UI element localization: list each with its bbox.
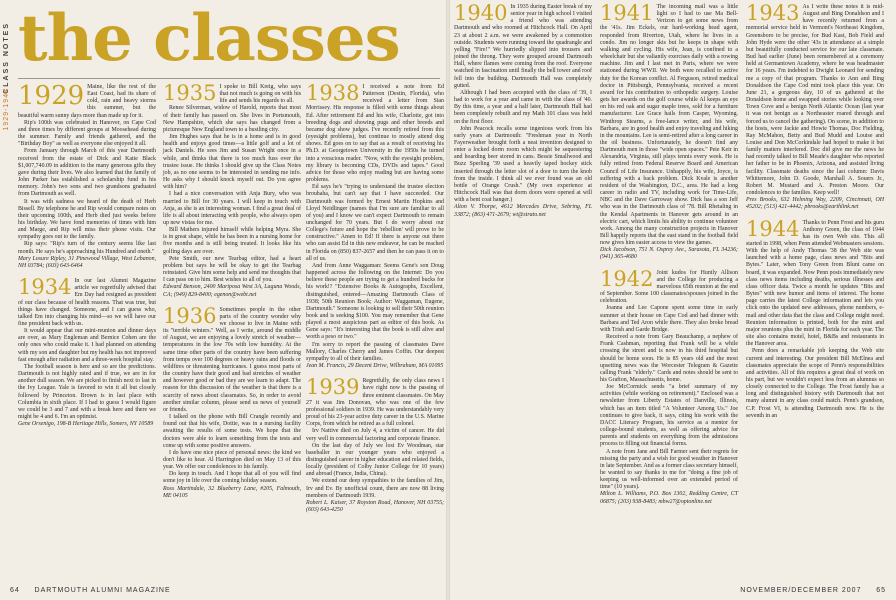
entry-signature: Jean M. Francis, 29 Decent Drive, Wilbraham, MA 01095 bbox=[306, 363, 444, 370]
class-year: 1934 bbox=[18, 275, 72, 300]
entry-paragraph: On the last day of July we lost Ev Woodman, star baseballer in our younger years who enjoyed a distinguished career in higher education and related fields, locally (president of Colby Junior College for 10 years) and abroad (France, India, China). bbox=[306, 442, 444, 478]
left-footer bbox=[10, 587, 171, 594]
right-page-number: 65 bbox=[876, 587, 886, 594]
entry-paragraph: Do keep in touch. And I hope that all of you will find some joy in life over the coming holiday season. bbox=[163, 471, 301, 485]
entry-paragraph: In our last Alumni Magazine article we regretfully advised that Em Day had resigned as president of our class because of health reasons. That was true, but things have changed. Someone, and I can guess who, talked Em into changing his mind—so we will have our fine president back with us. bbox=[18, 278, 156, 327]
entry-paragraph: Renee Silverman, widow of Harold, reports that most of their family has passed on. She lives in Portsmouth, New Hampshire, which she says has changed from a picturesque New England town to a bustling city. bbox=[163, 105, 301, 133]
entry-paragraph: John Peacock recalls some ingenious work from his early years at Dartmouth: "Freshman year in North Fayerweather brought forth a neat invention designed to enter a locked dorm room which might be sequestering and hoarding beer stored in cans. Bessie Smallwood and Buzz Sperling '39 used a heavily taped hockey stick inserted through the letter slot of a door to turn the knob from the inside. I think all we ever found was an old bottle of Orange Crush." (My own experience at Hitchcock Hall was that dorm doors were opened at will with a bent coat hanger.) bbox=[454, 125, 592, 204]
entry-paragraph: Regretfully, the only class news I have right now is the passing of three eminent classmates. On May 27 it was Jim Donovan, who was one of the few professional soldiers in 1939. He was understandably very proud of his 23-year active duty career in the U.S. Marine Corps, from which he retired as a full colonel. bbox=[306, 378, 444, 428]
entry-paragraph: I spoke to Bill Kreig, who says that not much is going on with his life and sends his regards to all. bbox=[219, 84, 301, 105]
entry-paragraph: I'm sorry to report the passing of classmates Dave Mallory, Charles Cherry and James Coffin. Our deepest sympathy to all of their families. bbox=[306, 341, 444, 362]
class-entry bbox=[600, 1, 738, 262]
entry-signature: Alton V. Thorpe, 4612 Mercedes Drive, Sebring, FL 33872; (863) 471-2679; wt@strato.net bbox=[454, 204, 592, 218]
entry-paragraph: Thanks to Penn Frost and his guru Anthony Green, the class of 1944 has its own Web site. This all started in 1998, when Penn attended Webmasters sessions. With the help of Andy Thomas '38 the Web site was launched with a home page, class news and "Bits and Bytes." Later, when Tony Green from Blunt came on board, it was expanded. Now Penn posts immediately new class news items including deaths, serious illnesses and class officer data. Twice a month he updates "Bits and Bytes" with new humor and items of interest. The home page carries the latest College information and lets you click onto the updated new addresses, phone numbers, e-mail and other data that the class and College might need. Reunion information is printed, both for the mini and major reunions plus the mini in Florida for each year. The site also contains motel, hotel, B&Bs and restaurants in the Hanover area. bbox=[746, 219, 884, 348]
class-entry bbox=[163, 303, 301, 500]
entry-paragraph: Joint kudos for Huntly Allison and the College for producing a marvelous 65th reunion at the end of September. Some 100 classmates/spouses joined in the celebration. bbox=[600, 269, 738, 305]
entry-paragraph: Sometimes people in the other parts of the country wonder why we choose to live in Maine with its "terrible winters." Well, as I write, around the middle of August, we are enjoying a lovely stretch of weather—temperatures in the low 70s with low humidity. At the same time other parts of the country have been suffering from temps over 100 degrees or heavy rains and floods or wildfires or threatening hurricanes. I guess most parts of the country have their good and bad stretches of weather and however good or bad they are we learn to adapt. The reason for this discussion of the weather is that there is a scarcity of news about classmates. So, in order to avoid another similar column, please send us news of yourself or friends. bbox=[163, 306, 301, 413]
entry-signature: Robert L. Kaiser, 37 Royston Road, Hanover, NH 03755; (603) 643-4250 bbox=[306, 499, 444, 514]
entry-paragraph: It was with sadness we heard of the death of Herb Bissell. By telephone he and Rip would compare notes on their upcoming 100th, and Herb died just weeks before his birthday. We have fond memories of times with him and Marge, and Rip will miss their phone visits. Our sympathy goes out to the family. bbox=[18, 198, 156, 241]
right-issue-date: NOVEMBER/DECEMBER 2007 bbox=[740, 587, 862, 594]
class-year: 1942 bbox=[600, 266, 654, 291]
entry-paragraph: I do have one nice piece of personal news: the kind we don't like to hear. Al Harrington died on May 13 of this year. We offer our condolences to his family. bbox=[163, 449, 301, 471]
section-years: 1929-1944 bbox=[3, 88, 10, 131]
entry-paragraph: Rip's 100th was celebrated in Hanover, on Cape Cod and three times by different groups at Moosehead during the summer. Family and friends gathered, and the "Birthday Boy" as well as everyone else enjoyed it all. bbox=[18, 119, 156, 148]
entry-paragraph: It would appear that our mini-reunion and dinner days are over, as Mary Engleman and Bernice Cohen are the only ones who could make it. I had planned on attending with my son and daughter but my health has not improved fast enough after radiation and a three-week hospital stay. bbox=[18, 328, 156, 363]
entry-paragraph: Jim Hughes says that he is in a home and is in good health and enjoys good times—a little golf and a lot of jack Daniels. He sees Jim and Susan Wright once in a while, and thinks that there is too much fuss over the trustee issue. He thinks I should give up the Class Notes job, as no one seems to be interested in sending me info. He asks why I should knock myself out. Do you agree with him? bbox=[163, 134, 301, 191]
entry-paragraph: Penn does a remarkable job keeping the Web site current and interesting. Our president Bill McElnea and classmates appreciate the scope of Penn's responsibilities and activities. All of this requires a great deal of work on his part, but we wouldn't expect less from an alumnus so closely connected to the College. The Frost family has a long and distinguished history with Dartmouth that not many alumni in any class could match. Penn's grandson, C.P. Frost VI, is attending Dartmouth now. He is the seventh in an bbox=[746, 348, 884, 419]
class-entry bbox=[454, 1, 592, 219]
entry-paragraph: And from Anne Waggaman: Seems Gene's son Doug happened across the following on the Internet: Do you believe these people are trying to get a hundred bucks for his work!? "Extensive Books & Autographs, Excellent, distinguished, entered—Amazing Dartmouth Class of 1938; 50th Reunion Book; Author: Waggaman, Eugene, Dartmouth." Someone is looking to sell their 50th reunion book and is seeking $100. You may remember that Gene played a most auspicious part as editor of this book. As Gene says: "It's interesting that the book is still alive and worth a peso or two." bbox=[306, 262, 444, 341]
class-entry bbox=[306, 81, 444, 370]
class-year: 1939 bbox=[306, 375, 360, 400]
class-entry bbox=[746, 1, 884, 212]
entry-paragraph: Rip says: "Rip's turn of the century seems like last month. He says he's approaching his Hundred and oneth." bbox=[18, 241, 156, 255]
entry-signature: Mary Losure Ripley, 31 Pinewood Village, West Lebanon, NH 03784; (603) 643-6464 bbox=[18, 255, 156, 269]
entry-paragraph: Received a note from Gary Beauchamp, a nephew of Frank Cashman, reporting that Frank will be a while crossing the street and is now in his third hospital but should be home soon. He is 85 years old and the most upsetting news was the Worcester Telegram & Gazette calling Frank "elderly." Cards and notes should be sent to his Grafton, Massachusetts, home. bbox=[600, 334, 738, 383]
class-entry bbox=[18, 275, 156, 428]
class-year: 1940 bbox=[454, 1, 508, 25]
title-rule bbox=[18, 78, 440, 79]
class-year: 1929 bbox=[18, 81, 85, 111]
entry-signature: Ross Martindale, 32 Blueberry Lane, #205, Falmouth, ME 04105 bbox=[163, 485, 301, 499]
entry-paragraph: Joe McCormick sends "a brief summary of my activities (while working on retirement)." Enclosed was a newsletter from Liberty Estates of Danville, Illinois, which has an item titled "A Volunteer Among Us." Joe continues to give back, it says, citing his work with the DACC Literacy Program, his service as a mentor for college-bound students, as well as offering advice for parents and students on everything from the admissions process to filling out financial forms. bbox=[600, 384, 738, 448]
column-3 bbox=[306, 81, 444, 522]
entry-paragraph: Irv Nattive died on July 4, a victim of cancer. He did very well in commercial factoring and corporate finance. bbox=[306, 428, 444, 442]
entry-signature: Dick Jacobson, 751 N. Osprey Ave., Sarasota, FL 34236; (941) 365-4680 bbox=[600, 247, 738, 261]
column-1 bbox=[18, 81, 156, 436]
entry-paragraph: A note from Jane and Bill Farmer sent their regrets for missing the party and a wish for good weather in Hanover in late September. And as a former class secretary himself, he wanted to say thanks to me for "doing a fine job of keeping us well-informed over an extended period of time" (10 years). bbox=[600, 448, 738, 491]
entry-paragraph: Pete Smith, our new Tearbag editor, had a heart problem but says he will be okay to get the Tearbag reinstated. Give him some help and send me thoughts that I can pass on to him. Best wishes to all of you. bbox=[163, 255, 301, 284]
entry-paragraph: We extend our deep sympathies to the families of Jim, Irv and Ev. By unofficial count, there are now 88 living members of Dartmouth 1939. bbox=[306, 478, 444, 499]
right-footer bbox=[740, 587, 886, 594]
entry-paragraph: I had a nice conversation with Anja Bury, who was married to Bill for 30 years. I will keep in touch with Anja, as she is an interesting woman. I find a great deal of life is all about interacting with people, who always open up new vistas for me. bbox=[163, 191, 301, 226]
class-year: 1943 bbox=[746, 1, 800, 25]
entry-signature: Edward Benson, 2400 Mariposa West 3A, Laguna Woods, CA; (949) 829-8400; egenon@webt.net bbox=[163, 284, 301, 298]
entry-paragraph: Joanna and Lee Capone spent some time in early summer at their house on Cape Cod and had dinner with Barbara and Ted Aron while there. They also broke bread with Trish and Garde Bridge. bbox=[600, 305, 738, 333]
entry-paragraph: The football season is here and so are the predictions. Dartmouth is not highly rated and if true, we are in for another dull season. We are picked to finish next to last in the Ivy League. Yale is favored to win it all but closely followed by Princeton. Brown is in last place with Columbia in sixth place. If I had to guess I would figure we could be 3 and 7 and with a break here and there we might be 4 and 6. I'm an optimist. bbox=[18, 363, 156, 421]
left-magazine-name: DARTMOUTH ALUMNI MAGAZINE bbox=[34, 587, 171, 594]
entry-signature: Pres Brooks, 632 Helming Way, 2209, Cincinnati, OH 45202; (513) 421-4442; pbrooks@earthlink.net bbox=[746, 197, 884, 211]
column-2 bbox=[163, 81, 301, 508]
class-year: 1935 bbox=[163, 81, 217, 105]
class-entry bbox=[746, 216, 884, 420]
class-year: 1938 bbox=[306, 81, 360, 105]
entry-paragraph: The incoming mail was a little light so I had to use Ma Bell-Verizon to get some news from the '41s. Jim Eckels, our hard-working head agent, responded from Riverton, Utah, where he lives in a condo. Jim no longer skis but he keeps in shape with walking and cycling. His wife, Jean, is confined to a wheelchair but she valiantly exercises daily with a rowing machine. Jim and I last met in Paris, where we were stationed during WWII. We both were recalled to active duty for the Korean conflict. Al Ferguson, retired medical doctor in Pittsburgh, Pennsylvania, received a recent award for his contribution to orthopedic surgery. Louise gets her awards on the golf course while Al keeps an eye on his red oak and sugar maple trees, sold for a furniture manufacturer. Lee Grace hails from Casper, Wyoming. Winthrop Stearns, a free-lance writer, and his wife, Barbara, are in good health and enjoy traveling and hiking in the mountains. Lee is semi-retired after a long career in the oil business. Unfortunately, he doesn't find any Dartmouth men in those "wide open spaces." Pete Keir in Alexandria, Virginia, still plays tennis every week. He is fully retired from Federal Reserve Board and American Council of Life Insurance. Unhappily, his wife, Joyce, is suffering with a back problem. Dick Kvale is another resident of the Washington, D.C., area. He had a long career in radio and TV, including work for Time-Life, NBC and the Dave Garroway show. Dick has a son Jeff who was in the Dartmouth class of '78. Bill Rhetaling in the Kendal Apartments in Hanover gets around in an electric cart, which limits his ability to continue volunteer work. Among the many construction projects in Hanover Bill happily reports that the east stand in the football field now gives him easier access to view the games. bbox=[600, 4, 738, 247]
page-title: the classes bbox=[18, 1, 400, 76]
class-entry bbox=[18, 81, 156, 270]
right-page bbox=[448, 0, 896, 600]
left-page-number: 64 bbox=[10, 587, 20, 594]
entry-paragraph: I talked on the phone with Bill Crangle recently and found out that his wife, Dottie, was in a nursing facility awaiting the results of some tests. We hope that the doctors were able to learn something from the tests and come up with some positive answers. bbox=[163, 414, 301, 449]
class-year: 1936 bbox=[163, 303, 217, 328]
entry-paragraph: As I write these notes it is mid-August and Bing Donaldson and I have recently returned from a memorial service held in Vermont's Northeast Kingdom, Greensboro to be precise, for Bud Kast, Bob Field and John Hyde were the other '43s in attendance at a simple but beautifully conducted service for our late classmate. Bud had earlier (June) been remembered at a ceremony held at Germantown Academy, where he was headmaster for 16 years. I'm indebted to Dwight Leonard for sending me a copy of that program. Thanks to Ann and Bing Donaldson the Cape Cod mini took place this year. On June 21, a gorgeous day, 10 of us gathered at the Donaldson home and swapped stories while looking over Town Cove and a benign North Atlantic Ocean (last year it was not benign as a Northeaster roared through and forced us to cancel the gathering). On scene, in addition to the hosts, were Jackie and Howie Thomas, Doc Fielding, Ray McMahon, Betty and Bud Mudd and Louise and Louise and Don McCorkindale had hoped to make it but family matters interfered. Doc did give me the news he had recently talked to Bill Meade's daughter who reported her father to be in Phoenix, Arizona, and assisted living facility. Classmate deaths since the last column: Davis Whittemore, John D. Goode, Marshall A. Souers Jr., Robert M. Mustard and A. Preston Moore. Our condolences to the families. Keep well! bbox=[746, 4, 884, 197]
class-entry bbox=[163, 81, 301, 299]
column-6 bbox=[746, 1, 884, 428]
entry-paragraph: Bill Mathers injured himself while helping Myra. She is in great shape, while he has been in a nursing home for five months and is still being treated. It looks like his golfing days are over. bbox=[163, 227, 301, 255]
section-label: CLASS NOTES bbox=[3, 22, 10, 94]
column-4 bbox=[454, 1, 592, 227]
class-year: 1944 bbox=[746, 216, 800, 241]
entry-paragraph: Maine, like the rest of the East Coast, had its share of cold, rain and heavy storms this summer, but the beautiful warm sunny days more than made up for it. bbox=[18, 84, 156, 119]
class-year: 1941 bbox=[600, 1, 654, 25]
entry-signature: Milton L. Williams, P.O. Box 1302, Redding Centre, CT 06875; (203) 938-8483; mbw27@optonline.net bbox=[600, 491, 738, 505]
entry-signature: Gene Orsenigo, 198-B Heritage Hills, Somers, NY 10589 bbox=[18, 421, 154, 428]
entry-paragraph: Ed says he's "trying to understand the trustee election brouhaha, but can't say that I have succeeded. Our Dartmouth was formed by Ernest Martin Hopkins and Lloyd Neidlinger (names that I'm sure are familiar to all of you) and I know we can't expect Dartmouth to remain unchanged for 70 years. But I do worry about our College's future and hope the 'rebellion' will prove to be constructive." Amen to Ed! If there is anyone out there who can assist Ed in this new endeavor, he can be reached in Florida on (850) 837-2657 and then he can pass it on to all of us. bbox=[306, 184, 444, 262]
class-entry bbox=[600, 266, 738, 506]
entry-paragraph: In 1935 during Easter break of my senior year in high school I visited a friend who was attending Dartmouth and who roomed at Hitchcock Hall. On April 23 at about 2 a.m. we were awakened by a commotion outside. Students were running toward the quadrangle and yelling "Fire!" We hurriedly slipped into trousers and joined the throng. They were grouped around Dartmouth Hall, where flames were coming from the roof. Everyone watched in fascination until finally the bell tower and roof fell into the building. Dartmouth Hall was completely gutted. bbox=[454, 4, 592, 89]
class-entry bbox=[306, 375, 444, 514]
entry-paragraph: I received a note from Ed Patterson (Destin, Florida), who received a letter from Stan Morrissey. His response is filled with some things about Ed. After retirement Ed and his wife, Charlotte, got into breeding dogs and showing pugs and other breeds and became dog show judges. I've recently retired from this (eyesight problems), but continue to mostly attend dog shows. Ed goes on to say that as a result of receiving his Ph.D. at Georgetown University in the 1950s he turned into a voracious reader. "Now, with the eyesight problem, my library is becoming CDs, DVDs and tapes." Good advice for those who enjoy reading but are having some problems. bbox=[306, 84, 444, 184]
entry-paragraph: From January through March of this year Dartmouth received from the estate of Dick and Katie Black $1,007,740.09 in addition to the many generous gifts they gave during their lives. We also learned that the family of John Parker has established a scholarship fund in his memory. John's two sons and two grandsons graduated from Dartmouth as well. bbox=[18, 148, 156, 198]
entry-paragraph: Although I had been accepted with the class of '39, I had to work for a year and came in with the class of '40. By this time, a year and a half later, Dartmouth Hall had been completely rebuilt and my Math 101 class was held on the first floor. bbox=[454, 89, 592, 125]
column-5 bbox=[600, 1, 738, 514]
